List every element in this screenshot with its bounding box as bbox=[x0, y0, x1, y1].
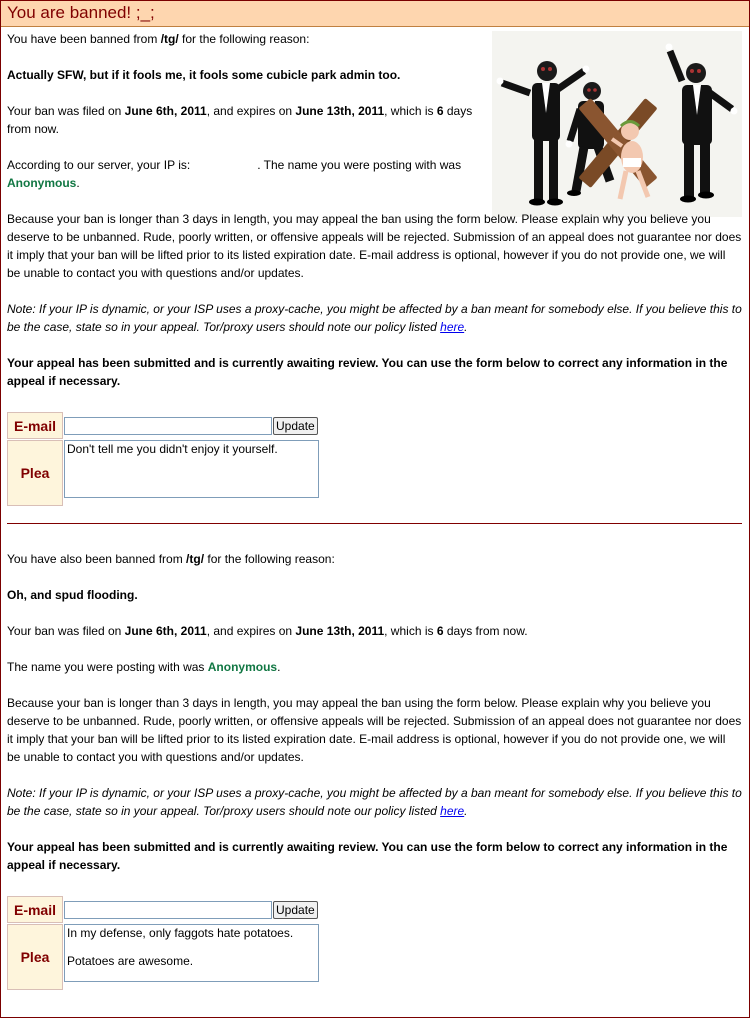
proxy-note: Note: If your IP is dynamic, or your ISP uses a proxy-cache, you might be affected by a ban meant for somebody else. If you believe this to be the case, state so in your appeal. Tor/proxy users should note our policy listed here. bbox=[7, 302, 742, 334]
poster-name: Anonymous bbox=[7, 176, 77, 190]
ban-name: The name you were posting with was Anonymous. bbox=[7, 660, 281, 674]
appeal-status: Your appeal has been submitted and is currently awaiting review. You can use the form below to correct any information in the appeal if necessary. bbox=[7, 840, 728, 872]
email-label: E-mail bbox=[7, 412, 63, 439]
ban-intro: You have also been banned from /tg/ for the following reason: bbox=[7, 552, 335, 566]
ban-section-1 bbox=[7, 27, 742, 507]
board-name: /tg/ bbox=[160, 32, 179, 46]
appeal-instructions: Because your ban is longer than 3 days in length, you may appeal the ban using the form below. Please explain why you believe you deserve to be unbanned. Rude, poorly written, or offensive appeals will be rejected. Submission of an appeal does not guarantee nor does it imply that your ban will be lifted prior to its listed expiration date. E-mail address is optional, however if you do not provide one, we will be unable to contact you with questions and/or updates. bbox=[7, 212, 742, 280]
plea-label: Plea bbox=[7, 924, 63, 990]
ban-reason: Oh, and spud flooding. bbox=[7, 588, 138, 602]
title-bar bbox=[1, 1, 749, 27]
plea-label: Plea bbox=[7, 440, 63, 506]
update-button[interactable]: Update bbox=[273, 417, 318, 435]
appeal-status: Your appeal has been submitted and is currently awaiting review. You can use the form below to correct any information in the appeal if necessary. bbox=[7, 356, 728, 388]
ban-intro: You have been banned from /tg/ for the following reason: bbox=[7, 32, 310, 46]
appeal-form-2 bbox=[6, 895, 320, 991]
plea-textarea[interactable] bbox=[64, 440, 319, 498]
proxy-note: Note: If your IP is dynamic, or your ISP uses a proxy-cache, you might be affected by a ban meant for somebody else. If you believe this to be the case, state so in your appeal. Tor/proxy users should note our policy listed here. bbox=[7, 786, 742, 818]
ban-content bbox=[7, 27, 742, 991]
ban-ip-name: According to our server, your IP is: . The name you were posting with was Anonymous. bbox=[7, 158, 462, 190]
ban-dates: Your ban was filed on June 6th, 2011, and expires on June 13th, 2011, which is 6 days from now. bbox=[7, 104, 473, 136]
ban-section-2 bbox=[7, 550, 742, 991]
update-button[interactable]: Update bbox=[273, 901, 318, 919]
appeal-form-1 bbox=[6, 411, 320, 507]
email-input[interactable] bbox=[64, 417, 272, 435]
plea-textarea[interactable] bbox=[64, 924, 319, 982]
email-input[interactable] bbox=[64, 901, 272, 919]
policy-link[interactable]: here bbox=[440, 320, 465, 334]
page-title: You are banned! ;_; bbox=[7, 3, 155, 22]
ban-dates: Your ban was filed on June 6th, 2011, and expires on June 13th, 2011, which is 6 days from now. bbox=[7, 624, 528, 638]
appeal-instructions: Because your ban is longer than 3 days in length, you may appeal the ban using the form below. Please explain why you believe you deserve to be unbanned. Rude, poorly written, or offensive appeals will be rejected. Submission of an appeal does not guarantee nor does it imply that your ban will be lifted prior to its listed expiration date. E-mail address is optional, however if you do not provide one, we will be unable to contact you with questions and/or updates. bbox=[7, 696, 742, 764]
email-label: E-mail bbox=[7, 896, 63, 923]
poster-name: Anonymous bbox=[207, 660, 278, 674]
board-name: /tg/ bbox=[186, 552, 205, 566]
policy-link[interactable]: here bbox=[440, 804, 465, 818]
ban-reason: Actually SFW, but if it fools me, it fools some cubicle park admin too. bbox=[7, 68, 401, 82]
